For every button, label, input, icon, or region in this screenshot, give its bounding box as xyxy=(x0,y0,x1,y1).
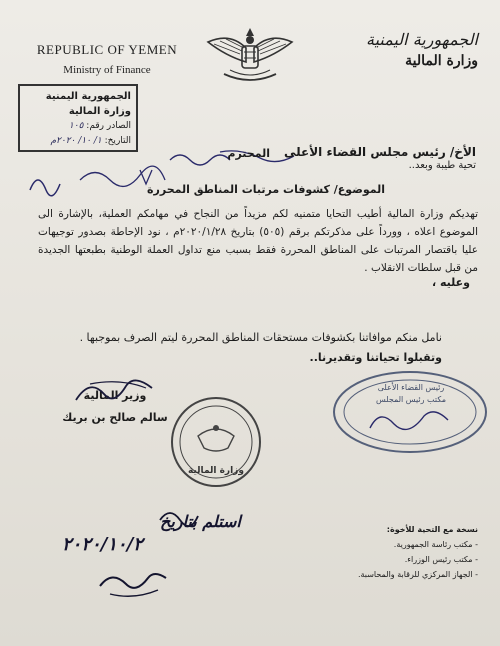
copies-item-1: - مكتب رئاسة الجمهورية. xyxy=(393,540,478,549)
receipt-note-date: ٢٠٢٠/١٠/٢ xyxy=(62,534,143,555)
signature-name: سالم صالح بن بريك xyxy=(62,411,168,424)
ref-outgoing-value: ١٠٥ xyxy=(68,121,84,131)
arabic-ministry: وزارة المالية xyxy=(405,53,478,69)
request-line-2: وتقبلوا تحياتنا وتقديرنا.. xyxy=(309,351,442,364)
ref-outgoing-row: الصادر رقم: ١٠٥ xyxy=(68,121,131,131)
arabic-header xyxy=(328,30,478,69)
receipt-note-text: استلم بتاريخ xyxy=(160,512,241,531)
ref-date-row: التاريخ: ١/ ١٠/ ٢٠٢٠م xyxy=(50,136,131,146)
council-stamp-line-1: رئيس القضاء الأعلى xyxy=(377,383,445,392)
letter-body: تهديكم وزارة المالية أطيب التحايا متمنيه لكم مزيداً من النجاح في مهامكم العملية، بالإشارة الى الموضوع اعلاه ، وورداً على مذكرتكم برقم (٥٠٥) بتاريخ ٢٠٢٠/١/٢٨م ، نود الإحاطة بصدور توجيهات عليا باقتصار المرتبات على المناطق المحررة فقط بسبب منع تداول العملة الوطنية بطبعتها الجديدة من قبل سلطات الانقلاب . xyxy=(38,208,479,274)
request-block xyxy=(80,328,442,368)
arabic-country: الجمهورية اليمنية xyxy=(365,30,478,49)
minister-signature-icon xyxy=(70,370,160,410)
copies-item-2: - مكتب رئيس الوزراء. xyxy=(404,555,478,564)
ref-date-label: التاريخ xyxy=(107,136,131,146)
ministry-stamp-text: وزارة المالية xyxy=(188,466,244,476)
greeting: تحية طيبة وبعد.. xyxy=(408,160,476,171)
addressee: الأخ/ رئيس مجلس القضاء الأعلى xyxy=(283,145,476,159)
copies-list xyxy=(358,522,478,582)
copies-title: نسخة مع التحية للأخوة: xyxy=(386,525,478,534)
wa-alayhi: وعليه ، xyxy=(431,276,470,289)
copies-item-3: - الجهاز المركزي للرقابة والمحاسبة. xyxy=(357,570,478,579)
honorific: المحترم xyxy=(227,147,270,160)
ref-ministry: وزارة المالية xyxy=(68,106,131,117)
subject-text: كشوفات مرتبات المناطق المحررة xyxy=(147,183,330,196)
eagle-emblem-icon xyxy=(200,22,300,90)
subject-line xyxy=(147,183,385,196)
ministry-round-stamp xyxy=(168,392,264,492)
ref-outgoing-label: الصادر رقم xyxy=(89,121,131,131)
signature-title: وزير المالية xyxy=(83,389,147,402)
council-stamp-line-2: مكتب رئيس المجلس xyxy=(375,395,447,404)
ref-country: الجمهورية اليمنية xyxy=(45,91,131,102)
council-stamp-text xyxy=(356,382,466,406)
english-ministry: Ministry of Finance xyxy=(63,64,151,76)
english-country: REPUBLIC OF YEMEN xyxy=(36,42,178,57)
ref-date-value: ١/ ١٠/ ٢٠٢٠م xyxy=(50,136,102,146)
subject-label: الموضوع/ xyxy=(333,183,385,196)
english-header xyxy=(22,42,192,76)
request-line-1: نامل منكم موافاتنا بكشوفات مستحقات المناطق المحررة ليتم الصرف بموجبها . xyxy=(79,331,442,344)
